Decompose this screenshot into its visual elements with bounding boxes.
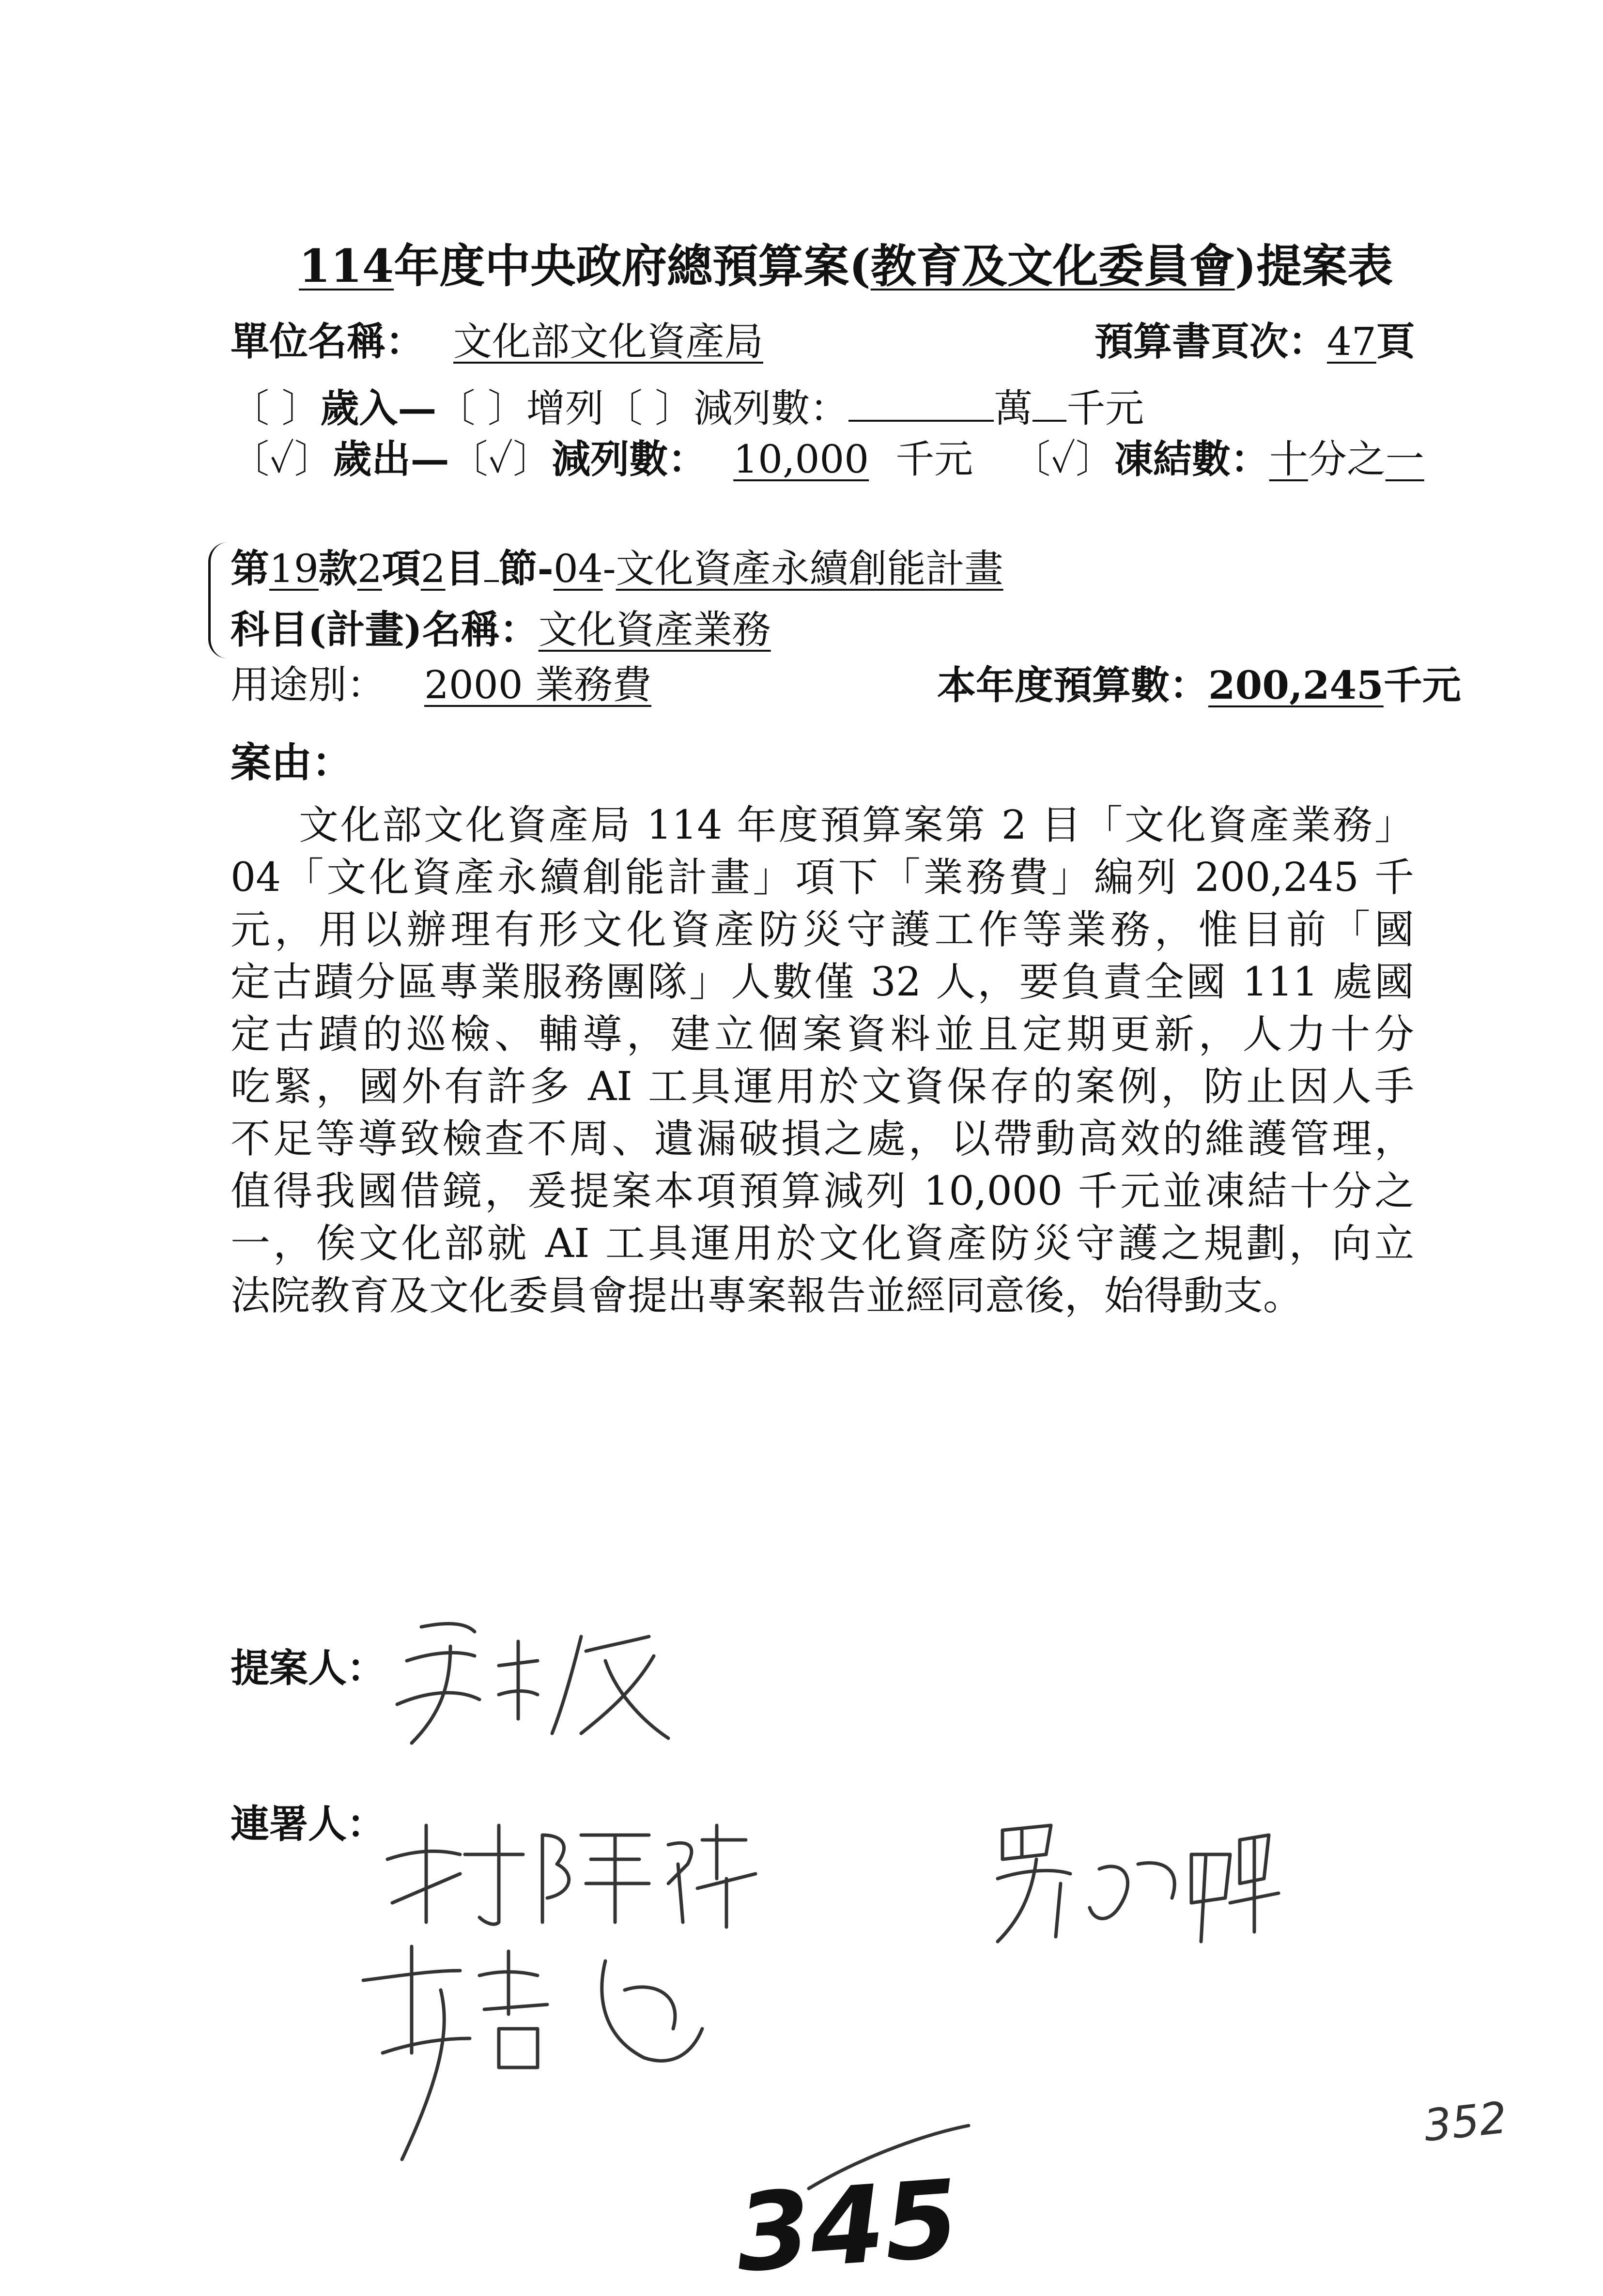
unit-row <box>231 317 870 366</box>
reason-line: 一，俟文化部就 AI 工具運用於文化資產防災守護之規劃，向立 <box>231 1221 1414 1267</box>
revenue-unit: 千元 <box>1066 386 1144 431</box>
expense-label: 歲出— <box>333 436 449 482</box>
revenue-amount-blank-2 <box>1033 386 1066 422</box>
item-xiang: 2 <box>357 546 382 591</box>
budget-label: 本年度預算數： <box>937 662 1208 708</box>
page-number-mark-top: 352 <box>1421 2092 1510 2152</box>
expense-row <box>231 435 1424 484</box>
subject-label: 科目(計畫)名稱： <box>231 607 539 652</box>
budget-page-suffix: 頁 <box>1376 319 1415 364</box>
freeze-checkbox[interactable]: 〔✓〕 <box>1012 437 1114 482</box>
cosigner-signature-1 <box>378 1806 765 1932</box>
page-number-mark-bottom: 345 <box>732 2157 963 2296</box>
budget-value: 200,245 <box>1208 662 1384 708</box>
title-year: 114 <box>299 240 394 293</box>
usage-row <box>231 661 754 709</box>
revenue-decrease-label: 減列數： <box>694 386 849 431</box>
unit-label: 單位名稱： <box>231 319 424 364</box>
subject-value: 文化資產業務 <box>538 607 771 652</box>
reason-line: 不足等導致檢查不周、遺漏破損之處，以帶動高效的維護管理， <box>231 1116 1414 1162</box>
item-kuan: 19 <box>269 546 319 591</box>
bracket-mark <box>208 542 230 658</box>
expense-decrease-amount: 10,000 <box>733 437 869 482</box>
item-blank <box>484 570 499 582</box>
proposer-signature <box>378 1607 717 1762</box>
title-suffix: )提案表 <box>1234 240 1393 293</box>
expense-decrease-label: 減列數： <box>552 436 707 482</box>
budget-page-label: 預算書頁次： <box>1094 319 1327 364</box>
subject-row <box>231 605 771 654</box>
cosigner-signature-2 <box>354 1932 789 2174</box>
reason-line: 定古蹟的巡檢、輔導，建立個案資料並且定期更新，人力十分 <box>231 1011 1414 1057</box>
form-title <box>299 240 1393 293</box>
freeze-value-a: 十 <box>1269 437 1308 482</box>
item-row <box>231 544 1003 593</box>
title-text: 年度中央政府總預算案( <box>394 240 871 293</box>
reason-line: 04「文化資產永續創能計畫」項下「業務費」編列 200,245 千 <box>231 855 1414 901</box>
freeze-label: 凍結數： <box>1114 436 1269 482</box>
item-text: 目 <box>445 546 484 591</box>
cosigners-label: 連署人： <box>231 1801 385 1847</box>
proposer-label: 提案人： <box>231 1645 385 1691</box>
reason-line: 吃緊，國外有許多 AI 工具運用於文資保存的案例，防止因人手 <box>231 1064 1414 1110</box>
item-jie: 04 <box>553 546 603 591</box>
unit-value: 文化部文化資產局 <box>453 319 763 364</box>
wan-label: 萬 <box>994 386 1033 431</box>
bottom-mark-stroke <box>799 2121 993 2198</box>
budget-unit: 千元 <box>1383 662 1461 708</box>
increase-checkbox[interactable]: 〔 〕 <box>436 386 526 431</box>
reason-line: 元，用以辦理有形文化資產防災守護工作等業務，惟目前「國 <box>231 907 1414 953</box>
usage-value: 2000 業務費 <box>424 662 652 707</box>
item-text: 第 <box>231 546 269 591</box>
increase-label: 增列 <box>526 386 604 431</box>
item-text: 款 <box>318 546 357 591</box>
revenue-label: 歲入— <box>320 385 437 431</box>
item-text: 項 <box>382 546 421 591</box>
reason-label: 案由： <box>231 738 353 786</box>
item-text: 節- <box>498 546 554 591</box>
reason-line: 定古蹟分區專業服務團隊」人數僅 32 人，要負責全國 111 處國 <box>231 959 1414 1005</box>
cosigner-signature-3 <box>978 1811 1317 1956</box>
freeze-value-c: 一 <box>1385 437 1424 482</box>
item-plan: 文化資產永續創能計畫 <box>616 546 1003 591</box>
usage-label: 用途別： <box>231 662 385 707</box>
expense-unit: 千元 <box>895 437 973 482</box>
budget-row <box>937 661 1461 710</box>
expense-decrease-checkbox[interactable]: 〔✓〕 <box>449 437 552 482</box>
item-text: - <box>602 546 616 591</box>
freeze-value-b: 分之 <box>1308 437 1386 482</box>
revenue-decrease-checkbox[interactable]: 〔 〕 <box>603 386 694 431</box>
revenue-row <box>231 384 1144 433</box>
reason-line: 文化部文化資產局 114 年度預算案第 2 目「文化資產業務」 <box>299 802 1414 848</box>
budget-page-row <box>1094 317 1415 366</box>
item-mu: 2 <box>420 546 446 591</box>
budget-page-value: 47 <box>1327 319 1376 364</box>
expense-checkbox[interactable]: 〔✓〕 <box>231 437 333 482</box>
reason-line: 值得我國借鏡，爰提案本項預算減列 10,000 千元並凍結十分之 <box>231 1168 1414 1214</box>
revenue-checkbox[interactable]: 〔 〕 <box>231 386 321 431</box>
revenue-amount-blank <box>848 386 994 422</box>
reason-line: 法院教育及文化委員會提出專案報告並經同意後，始得動支。 <box>231 1273 1303 1319</box>
title-committee: 教育及文化委員會 <box>870 240 1235 293</box>
